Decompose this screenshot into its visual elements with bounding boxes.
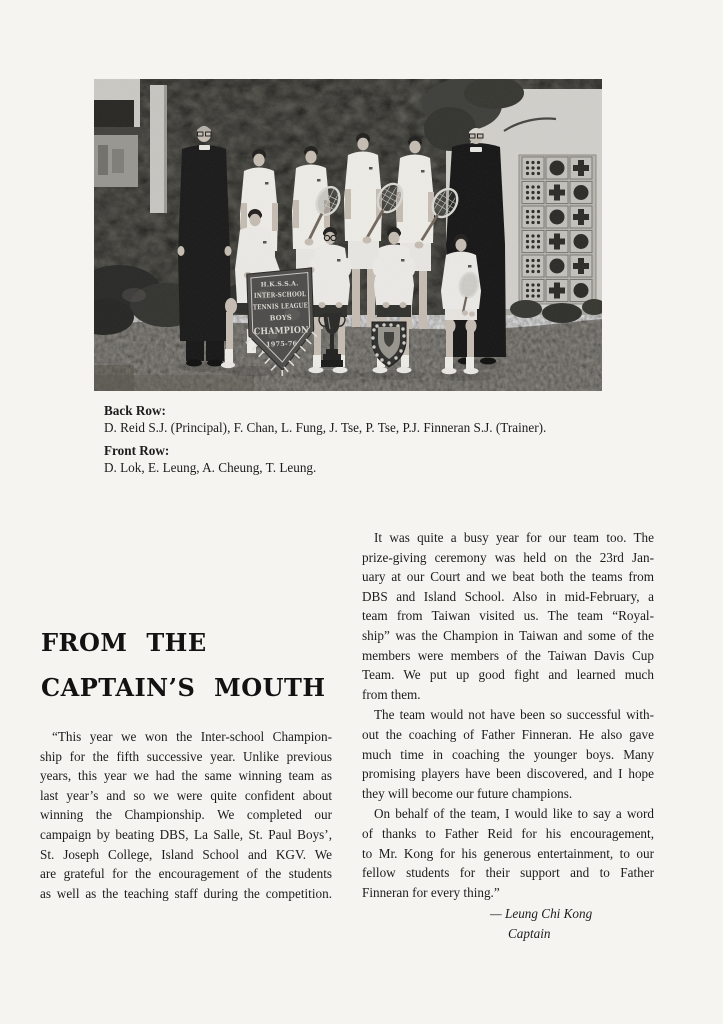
banner-line-2: INTER-SCHOOL: [253, 289, 319, 300]
signature-role: Captain: [508, 925, 551, 941]
text-line: years, this year we had the same winning team as: [40, 768, 332, 784]
photo-grain-overlay: [94, 79, 602, 391]
banner-line-3: TENNIS LEAGUE: [252, 301, 321, 312]
banner-line-4: BOYS: [269, 313, 293, 323]
caption-front-row-names: D. Lok, E. Leung, A. Cheung, T. Leung.: [104, 460, 317, 475]
text-line: Finneran for every thing.”: [362, 884, 500, 900]
text-line: It was quite a busy year for our team too. The: [374, 530, 654, 545]
heading-line-1: FROM THE: [41, 628, 207, 657]
text-line: promising players have been discovered, and I hope: [362, 766, 654, 782]
text-line: last year’s and so we were quite confident about: [40, 787, 332, 803]
heading-line-2: CAPTAIN’S MOUTH: [41, 673, 326, 702]
article-column-right: [362, 528, 654, 903]
signature-name: — Leung Chi Kong: [490, 906, 593, 921]
paragraph: [362, 804, 654, 902]
text-line: of thanks to Father Reid for his encouragement,: [362, 825, 654, 841]
paragraph: [362, 528, 654, 704]
text-line: Team. We put up good fight and learned much: [362, 667, 654, 683]
text-line: fellow students for their support and to Father: [362, 865, 654, 881]
text-line: campaign by beating DBS, La Salle, St. Paul Boys’,: [40, 826, 332, 842]
text-line: are grateful for the encouragement of the students: [40, 866, 332, 882]
paragraph: [362, 705, 654, 803]
banner-line-5: CHAMPION: [253, 325, 316, 338]
text-line: team from Taiwan visited us. The team “Royal-: [362, 608, 654, 624]
caption-back-row-names: D. Reid S.J. (Principal), F. Chan, L. Fung, J. Tse, P. Tse, P.J. Finneran S.J. (Trainer).: [104, 420, 547, 435]
text-line: uary at our Court and we beat both the teams from: [362, 569, 654, 585]
text-line: winning the Championship. We completed our: [40, 807, 332, 823]
team-photo: [94, 79, 602, 391]
text-line: much time in coaching the younger boys. Many: [362, 746, 654, 762]
text-line: ship” was the Champion in Taiwan and some of the: [362, 627, 654, 643]
banner-line-1: H.K.S.S.A.: [260, 280, 299, 289]
caption-back-row-label: Back Row:: [104, 403, 166, 418]
text-line: On behalf of the team, I would like to say a word: [374, 806, 654, 822]
text-line: ship for the fifth successive year. Unlike previous: [40, 748, 332, 764]
text-line: out the coaching of Father Finneran. He also gave: [362, 726, 654, 742]
text-line: from them.: [362, 686, 421, 702]
caption-front-row-label: Front Row:: [104, 443, 170, 458]
photo-caption: [104, 402, 609, 482]
text-line: to Mr. Kong for his generous entertainment, to our: [362, 845, 654, 861]
text-line: as well as the teaching staff during the competition.: [40, 885, 332, 901]
text-line: they will become our future champions.: [362, 785, 573, 801]
text-line: members were members of the Taiwan Davis Cup: [362, 647, 654, 663]
article-column-left: [40, 727, 332, 904]
text-line: prize-giving ceremony was held on the 23rd Jan-: [362, 549, 654, 565]
text-line: DBS and Island School. Also in mid-February, a: [362, 588, 654, 604]
article-heading: [41, 620, 326, 710]
banner-line-6: 1975-76: [265, 339, 298, 349]
text-line: “This year we won the Inter-school Champion-: [52, 729, 332, 744]
signature-block: [362, 904, 654, 943]
paragraph: [40, 727, 332, 903]
text-line: The team would not have been so successful with-: [374, 707, 654, 723]
text-line: St. Joseph College, Island School and KGV. We: [40, 846, 332, 862]
